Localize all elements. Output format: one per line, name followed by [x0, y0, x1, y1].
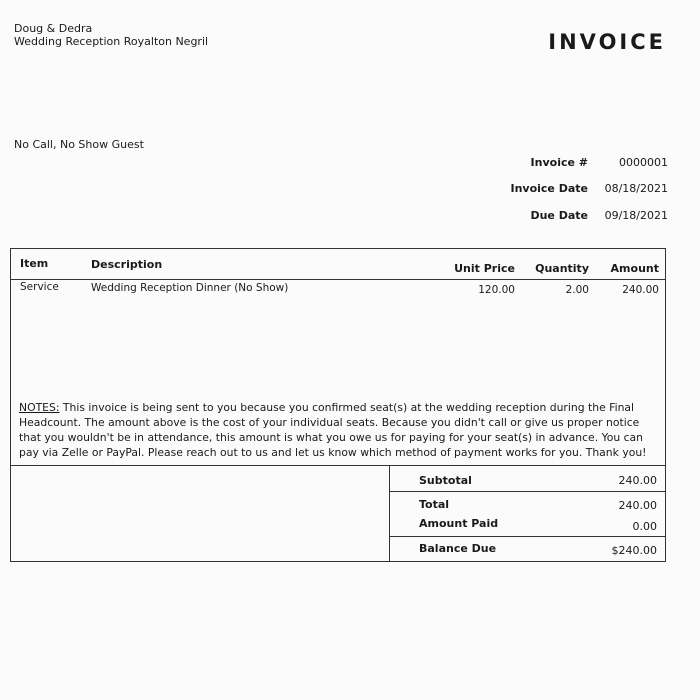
balance-due-value: $240.00 — [611, 544, 657, 557]
header-unit-price: Unit Price — [454, 262, 515, 275]
invoice-number-label: Invoice # — [530, 156, 588, 169]
totals-section — [10, 466, 666, 562]
amount-paid-value: 0.00 — [632, 520, 657, 533]
header-item: Item — [20, 257, 49, 270]
balance-divider — [390, 536, 665, 537]
total-label: Total — [419, 498, 450, 511]
table-header — [11, 249, 665, 280]
notes-paragraph — [19, 400, 661, 460]
header-amount: Amount — [610, 262, 659, 275]
line-items-table — [10, 248, 666, 466]
subtotal-label: Subtotal — [419, 474, 472, 487]
subtotal-value: 240.00 — [618, 474, 657, 487]
invoice-date-label: Invoice Date — [510, 182, 588, 195]
header-description: Description — [91, 258, 163, 271]
totals-box — [389, 466, 665, 561]
table-row — [11, 281, 665, 297]
totals-divider — [390, 491, 665, 492]
header-quantity: Quantity — [535, 262, 589, 275]
row-amount: 240.00 — [622, 284, 659, 296]
due-date-label: Due Date — [530, 209, 588, 222]
sender-block — [14, 22, 208, 48]
sender-name: Doug & Dedra — [14, 22, 93, 35]
row-quantity: 2.00 — [565, 284, 589, 296]
notes-text: This invoice is being sent to you because you confirmed seat(s) at the wedding reception during the Final Headcount. The amount above is the cost of your individual seats. Because you didn't call or give us proper notice that you wouldn't be in attendance, this amount is what you owe us for paying for your seat(s) in advance. You can pay via Zelle or PayPal. Please reach out to us and let us know which method of payment works for you. Thank you! — [19, 401, 647, 459]
due-date-value: 09/18/2021 — [604, 209, 668, 222]
invoice-title: INVOICE — [548, 30, 666, 54]
row-description: Wedding Reception Dinner (No Show) — [91, 282, 289, 294]
row-item: Service — [20, 281, 59, 293]
amount-paid-label: Amount Paid — [419, 517, 499, 530]
sender-event: Wedding Reception Royalton Negril — [14, 35, 209, 48]
bill-to-recipient: No Call, No Show Guest — [14, 138, 144, 151]
notes-label: NOTES: — [19, 401, 60, 414]
total-value: 240.00 — [618, 499, 657, 512]
invoice-number-value: 0000001 — [619, 156, 668, 169]
invoice-date-value: 08/18/2021 — [604, 182, 668, 195]
balance-due-label: Balance Due — [419, 542, 497, 555]
row-unit-price: 120.00 — [478, 284, 515, 296]
